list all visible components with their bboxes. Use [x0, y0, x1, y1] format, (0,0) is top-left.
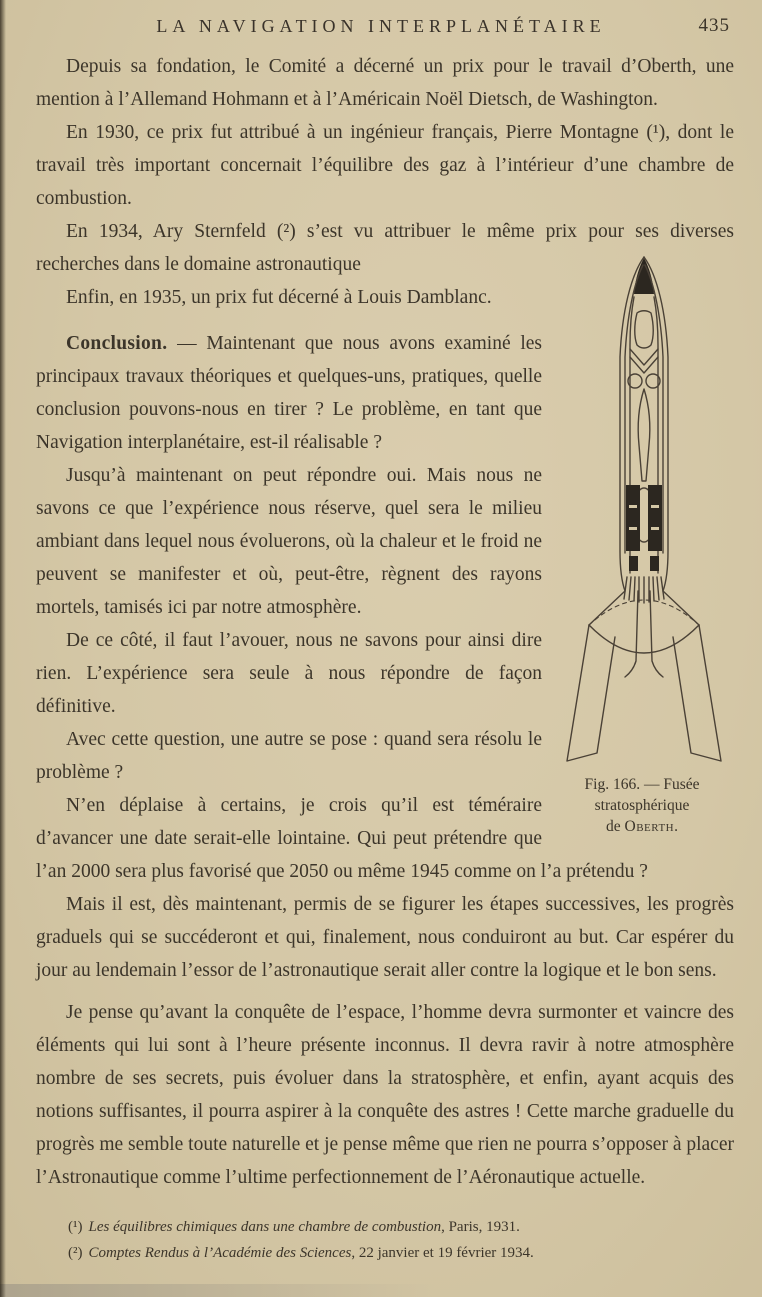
paragraph-6: Jusqu’à maintenant on peut répondre oui. Mais nous ne savons ce que l’expérience nous réserve, quel sera le milieu ambiant dans lequel nous évoluerons, où la chaleur et le froid ne peuvent se manifester et où, peut-être, règnent des rayons mortels, tamisés ici par notre atmosphère.: [36, 465, 542, 618]
paragraph-10: Mais il est, dès maintenant, permis de se figurer les étapes successives, les progrès graduels qui se succéderont et qui, finalement, nous conduiront au but. Car espérer du jour au lendemain l’essor de l’astronautique serait aller contre la logique et le bon sens.: [36, 894, 734, 981]
footnote-1-title: Les équilibres chimiques dans une chambre de combustion: [88, 1219, 442, 1235]
figure-rocket: [548, 253, 736, 837]
running-title: LA NAVIGATION INTERPLANÉTAIRE: [156, 16, 606, 36]
figure-caption-line1: Fig. 166. — Fusée: [584, 776, 700, 793]
scan-artifact-band: [0, 1284, 436, 1297]
paragraph-8: Avec cette question, une autre se pose : quand sera résolu le problème ?: [36, 729, 542, 783]
page-body: [0, 50, 762, 1266]
rocket-diagram-icon: [549, 253, 735, 768]
paragraph-11: Je pense qu’avant la conquête de l’espace, l’homme devra surmonter et vaincre des éléments qui lui sont à l’heure présente inconnus. Il devra ravir à notre atmosphère nombre de ses secrets, puis évoluer dans la stratosphère, et enfin, ayant acquis des notions suffisantes, il pourra aspirer à la conquête des astres ! Cette marche graduelle du progrès me semble toute naturelle et je pense même que rien ne pourra s’opposer à placer l’Astronautique comme l’ultime perfectionnement de l’Aéronautique actuelle.: [36, 1002, 734, 1188]
page-number: 435: [698, 15, 730, 36]
paragraph-3: En 1934, Ary Sternfeld (²) s’est vu attribuer le même prix pour ses diverses recherches dans le domaine astronautique: [36, 221, 734, 275]
footnote-2-title: Comptes Rendus à l’Académie des Sciences: [88, 1245, 352, 1261]
footnote-2-rest: , 22 janvier et 19 février 1934.: [351, 1245, 534, 1261]
figure-caption: [548, 774, 736, 837]
footnote-1-rest: , Paris, 1931.: [441, 1219, 520, 1235]
paragraph-2: En 1930, ce prix fut attribué à un ingénieur français, Pierre Montagne (¹), dont le travail très important concernait l’équilibre des gaz à l’intérieur d’une chambre de combustion.: [36, 122, 734, 209]
footnote-1-marker: (¹): [68, 1219, 83, 1235]
footnote-2-marker: (²): [68, 1245, 83, 1261]
conclusion-label: Conclusion.: [66, 333, 168, 354]
figure-caption-line2: stratosphérique: [594, 797, 690, 814]
footnote-1: [68, 1214, 734, 1240]
paragraph-9: N’en déplaise à certains, je crois qu’il est téméraire d’avancer une date serait-elle lointaine. Qui peut prétendre que l’an 2000 sera plus favorisé que 2050 ou même 1945 comme on l’a prétendu ?: [36, 795, 648, 882]
paragraph-7: De ce côté, il faut l’avouer, nous ne savons pour ainsi dire rien. L’expérience sera seule à nous répondre de façon définitive.: [36, 630, 542, 717]
paragraph-1: Depuis sa fondation, le Comité a décerné un prix pour le travail d’Oberth, une mention à l’Allemand Hohmann et à l’Américain Noël Dietsch, de Washington.: [36, 56, 734, 110]
page-header: [0, 0, 762, 37]
scan-gutter-shadow: [0, 0, 6, 1297]
figure-caption-line3: de Oberth.: [606, 818, 678, 835]
paragraph-4: Enfin, en 1935, un prix fut décerné à Louis Damblanc.: [66, 287, 492, 308]
footnote-2: [68, 1240, 734, 1266]
footnotes: [36, 1214, 734, 1266]
conclusion-text: — Maintenant que nous avons examiné les principaux travaux théoriques et quelques-uns, pratiques, quelle conclusion pouvons-nous en tirer ? Le problème, en tant que Navigation interplanétaire, est-il réalisable ?: [36, 333, 542, 453]
